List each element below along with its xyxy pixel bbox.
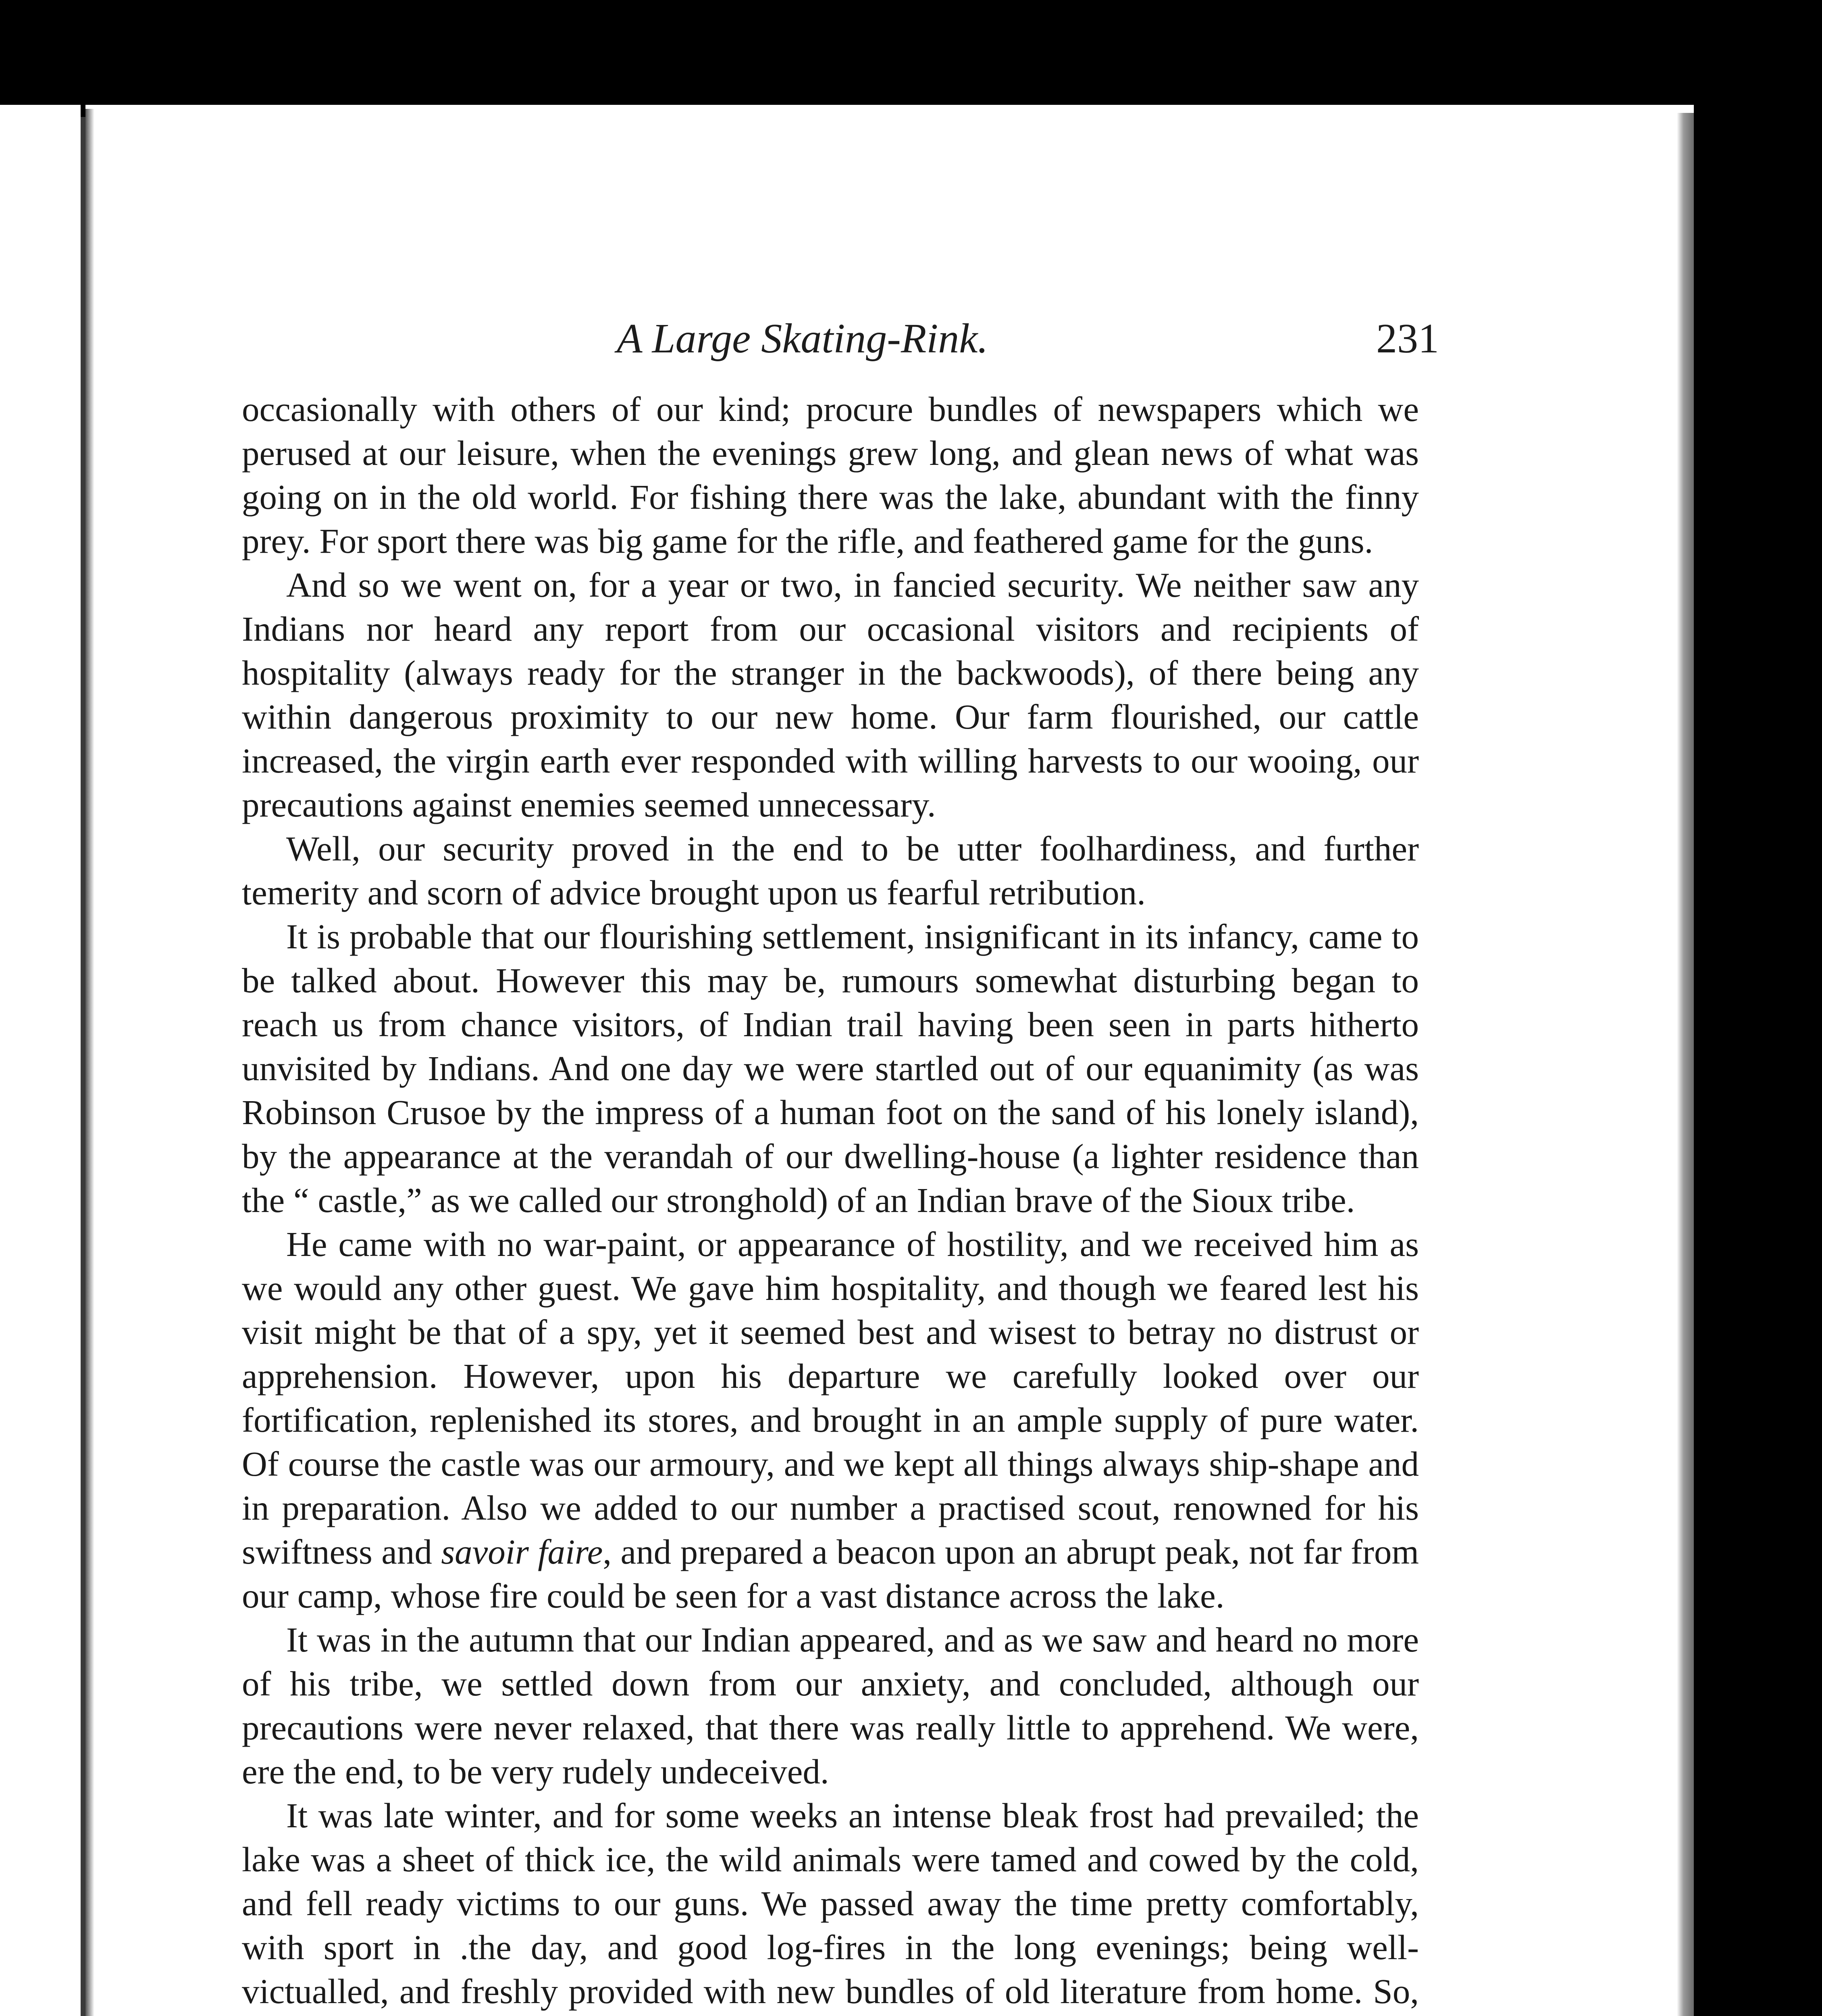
paragraph-2: And so we went on, for a year or two, in fancied security. We neither saw any Indians nor heard any report from our occasional visitors and recipients of hospitality (always ready for the stranger in the backwoods), of there being any within dangerous proximity to our new home. Our farm flourished, our cattle increased, the virgin earth ever responded with willing harvests to our wooing, our precautions against enemies seemed unnecessary. (242, 565, 1419, 824)
running-title: A Large Skating-Rink. (617, 315, 988, 362)
page-fore-edge (1677, 113, 1694, 2016)
page-number: 231 (1376, 315, 1439, 362)
previous-page-edge (0, 105, 81, 2016)
paragraph-1: occasionally with others of our kind; procure bundles of newspapers which we perused at our leisure, when the evenings grew long, and glean news of what was going on in the old world. For fishing there was the lake, abundant with the finny prey. For sport there was big game for the rifle, and feathered game for the guns. (242, 389, 1419, 560)
paragraph-5-text-a: He came with no war-paint, or appearance of hostility, and we received him as we would any other guest. We gave him hospitality, and though we feared lest his visit might be that of a spy, yet it seemed best and wisest to betray no distrust or apprehension. However, upon his departure we carefully looked over our fortification, replenished its stores, and brought in an ample supply of pure water. Of course the castle was our armoury, and we kept all things always ship-shape and in preparation. Also we added to our number a practised scout, renowned for his swiftness and (242, 1225, 1419, 1571)
running-head (242, 314, 1439, 363)
page-gutter-shadow (85, 109, 94, 2016)
body-text (242, 387, 1419, 2016)
paragraph-7: It was late winter, and for some weeks an intense bleak frost had prevailed; the lake was a sheet of thick ice, the wild animals were tamed and cowed by the cold, and fell ready victims to our guns. We passed away the time pretty comfortably, with sport in .the day, and good log-fires in the long evenings; being well-victualled, and freshly provided with new bundles of old literature from home. So, (242, 1796, 1419, 2011)
paragraph-5-text-b: , and prepared a beacon upon an abrupt peak, not far from our camp, whose fire could be seen for a vast distance across the lake. (242, 1532, 1419, 1615)
paragraph-5-italic-phrase: savoir faire (441, 1532, 603, 1571)
paragraph-5 (242, 1222, 1419, 1618)
paragraph-4: It is probable that our flourishing settlement, insignificant in its infancy, came to be talked about. However this may be, rumours somewhat disturbing began to reach us from chance visitors, of Indian trail having been seen in parts hitherto unvisited by Indians. And one day we were startled out of our equanimity (as was Robinson Crusoe by the impress of a human foot on the sand of his lonely island), by the appearance at the verandah of our dwelling-house (a lighter residence than the “ castle,” as we called our stronghold) of an Indian brave of the Sioux tribe. (242, 917, 1419, 1220)
book-gutter (81, 117, 85, 2016)
paragraph-3: Well, our security proved in the end to be utter foolhardiness, and further temerity and scorn of advice brought upon us fearful retribution. (242, 829, 1419, 912)
paragraph-6: It was in the autumn that our Indian appeared, and as we saw and heard no more of his tribe, we settled down from our anxiety, and concluded, although our precautions were never relaxed, that there was really little to apprehend. We were, ere the end, to be very rudely undeceived. (242, 1620, 1419, 1791)
